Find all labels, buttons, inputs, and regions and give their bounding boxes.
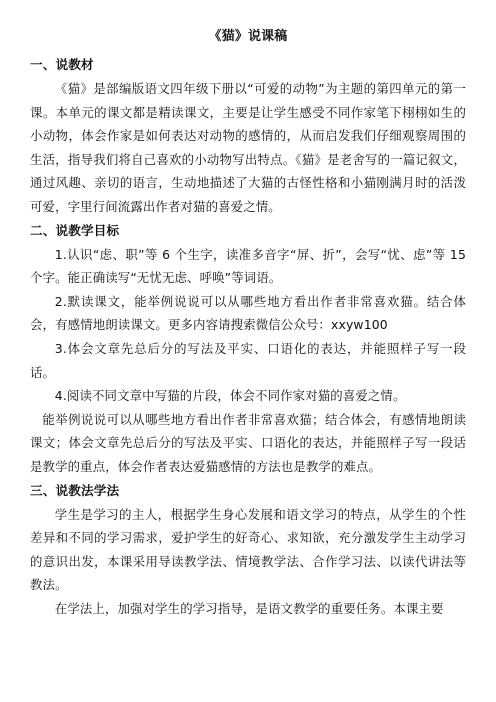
section-heading-objectives: 二、说教学目标 [30,222,120,238]
section-heading-textbook: 一、说教材 [30,57,94,72]
paragraph-objective-4: 4.阅读不同文章中写猫的片段，体会不同作家对猫的喜爱之情。 [54,388,406,404]
document-title: 《猫》说课稿 [208,29,288,44]
paragraph-objective-2: 2.默读课文，能举例说说可以从哪些地方看出作者非常喜欢猫。结合体会，有感情地朗读课文。更多内容请搜索微信公众号：xxyw100 [30,293,466,333]
paragraph-teaching-methods: 学生是学习的主人，根据学生身心发展和语文学习的特点，从学生的个性差异和不同的学习需求，爱护学生的好奇心、求知欲，充分激发学生主动学习的意识出发，本课采用导读教学法、情境教学法、合作学习法、以读代讲法等教法。 [30,506,466,593]
paragraph-learning-methods: 在学法上，加强对学生的学习指导，是语文教学的重要任务。本课主要 [54,600,444,616]
paragraph-objective-3: 3.体会文章先总后分的写法及平实、口语化的表达，并能照样子写一段话。 [30,340,466,380]
paragraph-textbook-intro: 《猫》是部编版语文四年级下册以“可爱的动物”为主题的第四单元的第一课。本单元的课文都是精读课文，主要是让学生感受不同作家笔下栩栩如生的小动物，体会作家是如何表达对动物的感情的，从而启发我们仔细观察周围的生活，指导我们将自己喜欢的小动物写出特点。《猫》是老舍写的一篇记叙文，通过风趣、亲切的语言，生动地描述了大猫的古怪性格和小猫刚满月时的活泼可爱，字里行间流露出作者对猫的喜爱之情。 [30,81,466,214]
paragraph-objective-1: 1.认识“虑、职”等 6 个生字，读准多音字“屏、折”，会写“忧、虑”等 15 个字。能正确读写“无忧无虑、呼唤”等词语。 [30,246,466,286]
section-heading-methods: 三、说教法学法 [30,482,120,498]
paragraph-key-points: 能举例说说可以从哪些地方看出作者非常喜欢猫；结合体会，有感情地朗读课文；体会文章先总后分的写法及平实、口语化的表达，并能照样子写一段话是教学的重点，体会作者表达爱猫感情的方法也是教学的难点。 [30,411,466,474]
